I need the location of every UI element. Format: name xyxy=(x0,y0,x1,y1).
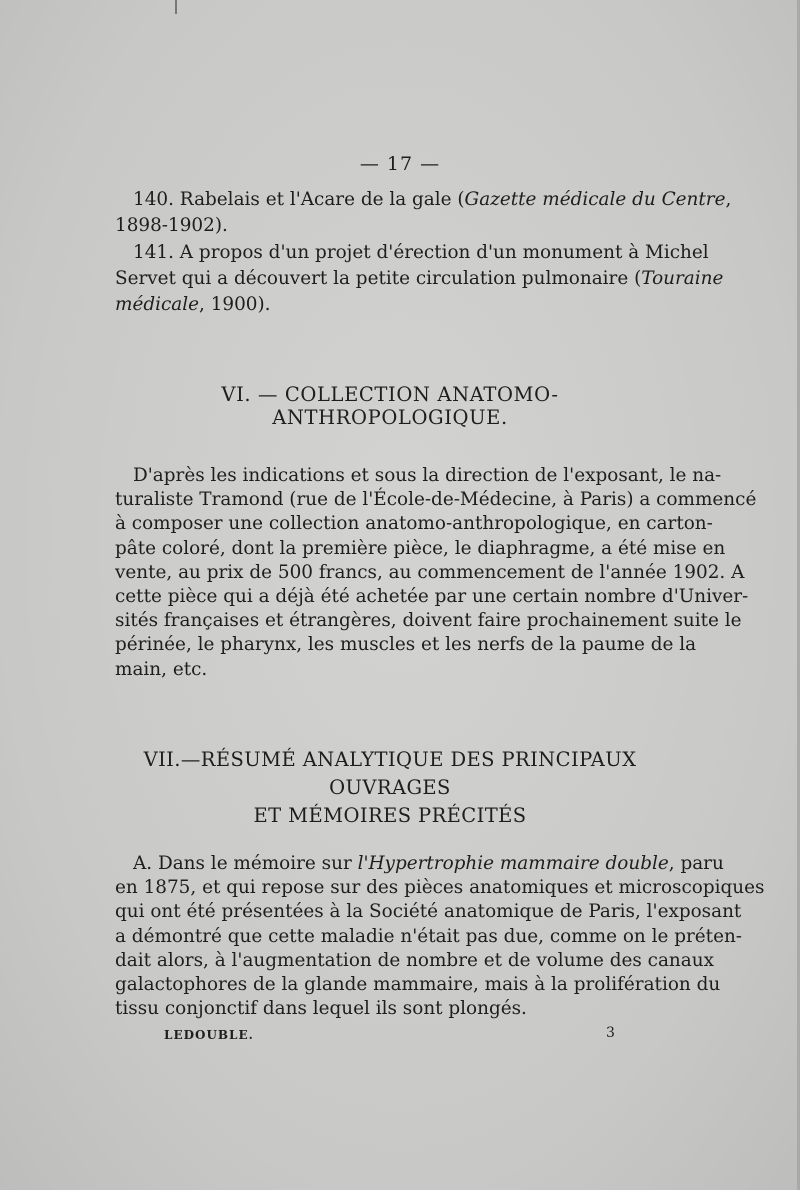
heading-line: ET MÉMOIRES PRÉCITÉS xyxy=(253,804,527,827)
section-vi-paragraph xyxy=(115,464,757,682)
section-heading-vi: VI. — COLLECTION ANATOMO-ANTHROPOLOGIQUE. xyxy=(221,383,559,429)
paragraph-line: tissu conjonctif dans lequel ils sont plongés. xyxy=(115,998,527,1020)
paragraph-line: a démontré que cette maladie n'était pas due, comme on le préten- xyxy=(115,925,743,947)
paragraph-line: périnée, le pharynx, les muscles et les nerfs de la paume de la xyxy=(115,634,697,656)
paragraph-line: turaliste Tramond (rue de l'École-de-Médecine, à Paris) a commencé xyxy=(115,489,757,511)
footer-signature: 3 xyxy=(606,1025,615,1041)
section-vii-paragraph xyxy=(115,852,765,1021)
page-number: — 17 — xyxy=(359,153,441,175)
heading-line: VII.—RÉSUMÉ ANALYTIQUE DES PRINCIPAUX OUVRAGES xyxy=(143,748,637,799)
section-heading-vii xyxy=(115,746,665,830)
paragraph-line: cette pièce qui a déjà été achetée par une certain nombre d'Univer- xyxy=(115,586,749,608)
paragraph-line: vente, au prix de 500 francs, au commencement de l'année 1902. A xyxy=(115,561,745,583)
paragraph-line: dait alors, à l'augmentation de nombre et de volume des canaux xyxy=(115,949,714,971)
paragraph-line: en 1875, et qui repose sur des pièces anatomiques et microscopiques xyxy=(115,877,765,899)
paragraph-line: qui ont été présentées à la Société anatomique de Paris, l'exposant xyxy=(115,901,742,923)
paragraph-line: main, etc. xyxy=(115,658,208,680)
bibliography-entry-140 xyxy=(115,187,732,239)
paragraph-line: à composer une collection anatomo-anthropologique, en carton- xyxy=(115,513,713,535)
entry-line: 140. Rabelais et l'Acare de la gale (Gazette médicale du Centre, xyxy=(133,189,732,210)
paragraph-line: pâte coloré, dont la première pièce, le diaphragme, a été mise en xyxy=(115,537,726,559)
paragraph-line: D'après les indications et sous la direction de l'exposant, le na- xyxy=(133,465,722,486)
entry-line: médicale, 1900). xyxy=(115,294,271,315)
paragraph-line: galactophores de la glande mammaire, mais à la prolifération du xyxy=(115,974,721,996)
entry-line: 1898-1902). xyxy=(115,215,228,236)
paragraph-line: A. Dans le mémoire sur l'Hypertrophie mammaire double, paru xyxy=(133,853,724,874)
entry-line: 141. A propos d'un projet d'érection d'un monument à Michel xyxy=(133,242,709,263)
entry-line: Servet qui a découvert la petite circulation pulmonaire (Touraine xyxy=(115,268,724,289)
scan-mark xyxy=(175,0,177,14)
bibliography-entry-141 xyxy=(115,240,724,318)
paragraph-line: sités françaises et étrangères, doivent faire prochainement suite le xyxy=(115,610,742,632)
footer-author: LEDOUBLE. xyxy=(164,1028,254,1042)
